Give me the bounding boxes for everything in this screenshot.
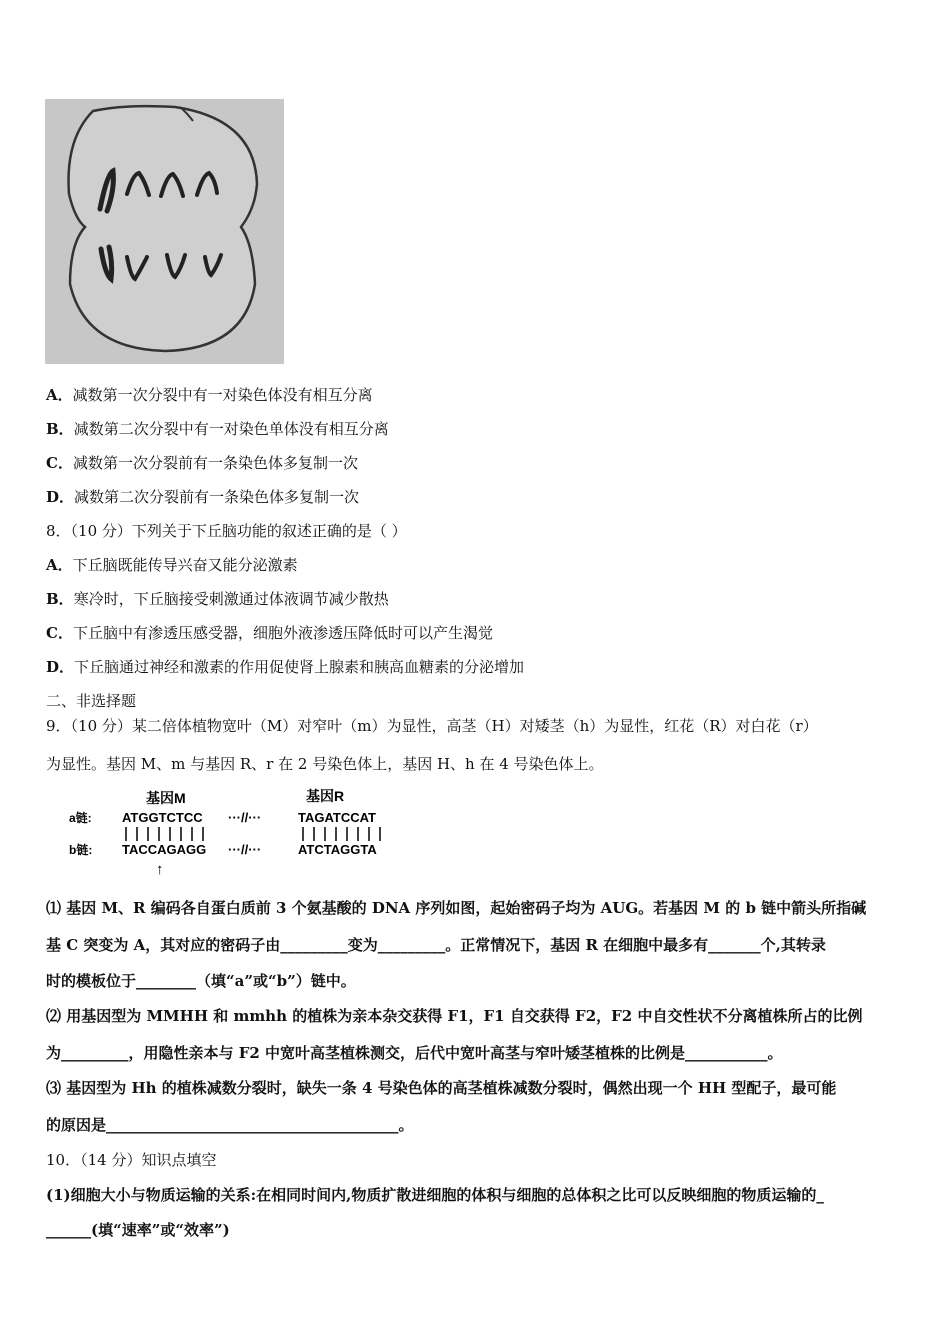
- strand-a-left: ATGGTCTCC: [122, 810, 203, 825]
- q9-part2-line2: 为_________，用隐性亲本与 F2 中宽叶高茎植株测交，后代中宽叶高茎与窄叶矮茎植株的比例是___________。: [46, 1044, 783, 1062]
- q8-stem: 8．（10 分）下列关于下丘脑功能的叙述正确的是（ ）: [46, 522, 407, 540]
- q7-option-d: D．减数第二次分裂前有一条染色体多复制一次: [46, 488, 360, 506]
- q9-part2-line1: ⑵ 用基因型为 MMHH 和 mmhh 的植株为亲本杂交获得 F1，F1 自交获得 F2，F2 中自交性状不分离植株所占的比例: [46, 1007, 863, 1025]
- strand-a-label: a链:: [69, 811, 92, 825]
- base-pair-ticks-right: [303, 827, 380, 841]
- base-pair-ticks-left: [126, 827, 203, 841]
- strand-b-right: ATCTAGGTA: [298, 842, 377, 857]
- q9-part1-line1: ⑴ 基因 M、R 编码各自蛋白质前 3 个氨基酸的 DNA 序列如图，起始密码子均为 AUG。若基因 M 的 b 链中箭头所指碱: [46, 899, 867, 917]
- strand-a-break: ···//···: [228, 810, 262, 825]
- q9-part1-line3: 时的模板位于________（填“a”或“b”）链中。: [46, 972, 356, 990]
- strand-b-break: ···//···: [228, 842, 262, 857]
- q9-part3-line1: ⑶ 基因型为 Hh 的植株减数分裂时，缺失一条 4 号染色体的高茎植株减数分裂时，偶然出现一个 HH 型配子，最可能: [46, 1079, 837, 1097]
- dna-sequence-figure: [66, 786, 406, 876]
- q10-part1-line1: (1)细胞大小与物质运输的关系:在相同时间内,物质扩散进细胞的体积与细胞的总体积之比可以反映细胞的物质运输的_: [46, 1186, 824, 1204]
- q7-option-c: C．减数第一次分裂前有一条染色体多复制一次: [46, 454, 358, 472]
- q10-part1-line2: ______(填“速率”或“效率”): [46, 1221, 230, 1239]
- q7-option-a: A．减数第一次分裂中有一对染色体没有相互分离: [46, 386, 373, 404]
- q8-option-b: B．寒冷时，下丘脑接受刺激通过体液调节减少散热: [46, 590, 389, 608]
- q10-stem: 10．（14 分）知识点填空: [46, 1151, 217, 1169]
- q7-option-b: B．减数第二次分裂中有一对染色单体没有相互分离: [46, 420, 389, 438]
- strand-b-left: TACCAGAGG: [122, 842, 207, 857]
- q9-part3-line2: 的原因是_______________________________________。: [46, 1116, 414, 1134]
- gene-r-label: 基因R: [306, 788, 345, 804]
- mutation-arrow-icon: ↑: [156, 861, 164, 876]
- q8-option-c: C．下丘脑中有渗透压感受器，细胞外液渗透压降低时可以产生渴觉: [46, 624, 493, 642]
- q9-stem-line2: 为显性。基因 M、m 与基因 R、r 在 2 号染色体上，基因 H、h 在 4 号染色体上。: [46, 755, 604, 773]
- q8-option-d: D．下丘脑通过神经和激素的作用促使肾上腺素和胰高血糖素的分泌增加: [46, 658, 525, 676]
- q9-part1-line2: 基 C 突变为 A，其对应的密码子由_________变为_________。正常情况下，基因 R 在细胞中最多有_______个,其转录: [46, 936, 826, 954]
- q8-option-a: A．下丘脑既能传导兴奋又能分泌激素: [46, 556, 298, 574]
- section-heading: 二、非选择题: [46, 692, 137, 710]
- strand-a-right: TAGATCCAT: [298, 810, 376, 825]
- gene-m-label: 基因M: [146, 790, 186, 806]
- q9-stem-line1: 9．（10 分）某二倍体植物宽叶（M）对窄叶（m）为显性，高茎（H）对矮茎（h）为显性，红花（R）对白花（r）: [46, 717, 818, 735]
- strand-b-label: b链:: [69, 843, 93, 857]
- dividing-cell-figure: [45, 99, 284, 364]
